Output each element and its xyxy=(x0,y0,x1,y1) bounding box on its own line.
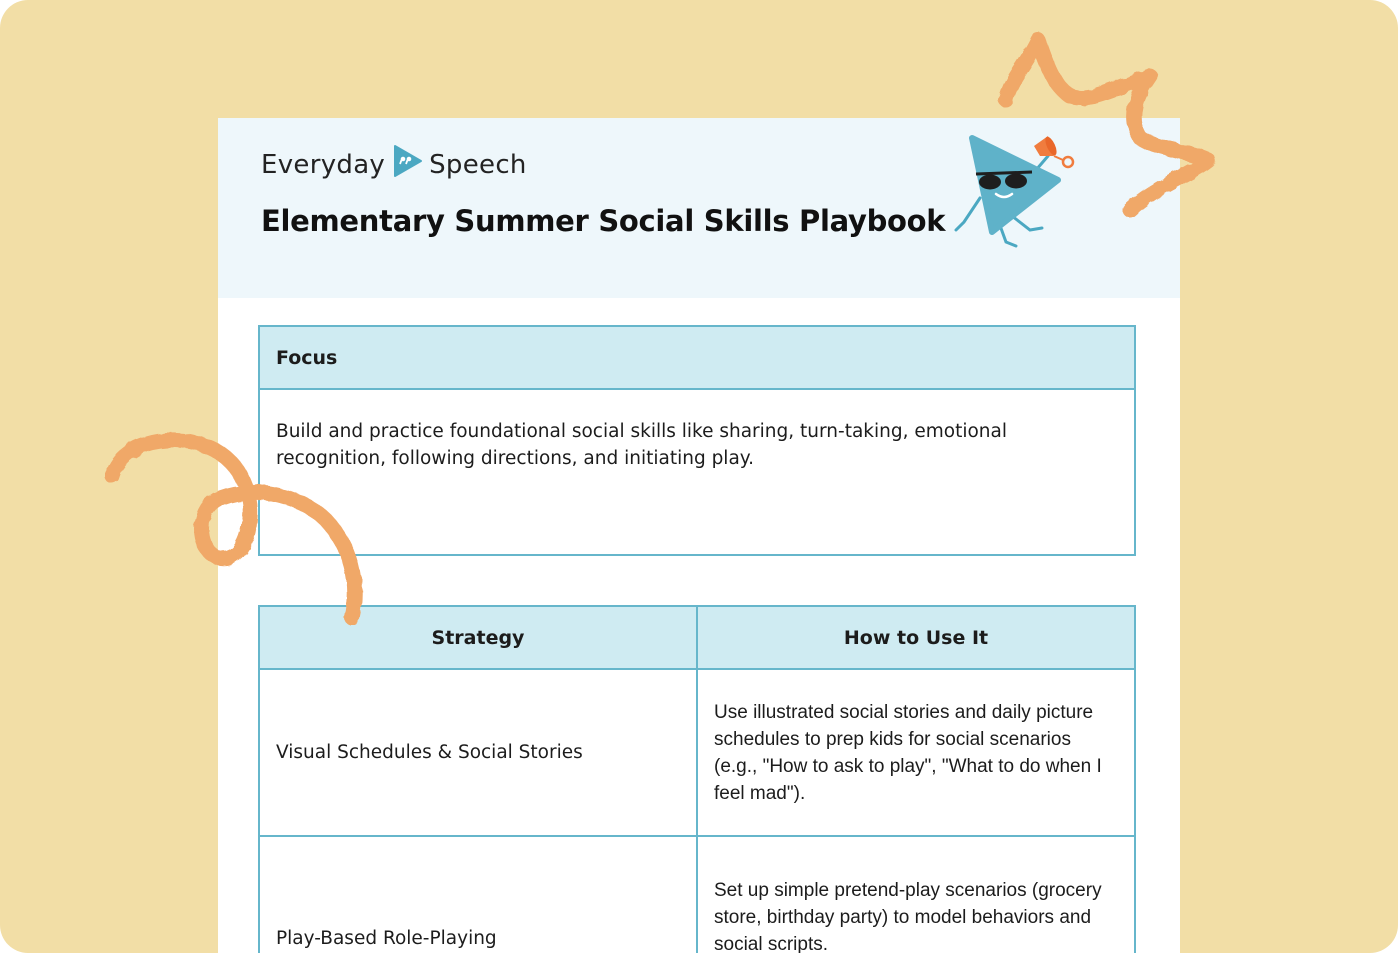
strategy-column-header: Strategy xyxy=(259,606,697,669)
triangle-mascot-sunglasses-icon xyxy=(950,126,1080,256)
how-to-use-column-header: How to Use It xyxy=(697,606,1135,669)
focus-text: Build and practice foundational social skills like sharing, turn-taking, emotional recognition, following directions, and initiating play. xyxy=(259,389,1135,555)
brand-name-right: Speech xyxy=(429,149,527,180)
play-quote-icon xyxy=(393,144,423,185)
table-row xyxy=(259,669,1135,836)
document-page xyxy=(218,118,1180,953)
focus-table xyxy=(258,325,1136,556)
document-title: Elementary Summer Social Skills Playbook xyxy=(261,204,946,238)
how-to-use-cell: Set up simple pretend-play scenarios (grocery store, birthday party) to model behaviors and social scripts. xyxy=(697,836,1135,953)
table-row xyxy=(259,836,1135,953)
strategy-cell: Visual Schedules & Social Stories xyxy=(259,669,697,836)
strategy-table xyxy=(258,605,1136,953)
document-header xyxy=(218,118,1180,298)
strategy-cell: Play-Based Role-Playing xyxy=(259,836,697,953)
brand-logo xyxy=(261,144,527,185)
focus-header: Focus xyxy=(259,326,1135,389)
brand-name-left: Everyday xyxy=(261,149,386,180)
how-to-use-cell: Use illustrated social stories and daily picture schedules to prep kids for social scenarios (e.g., "How to ask to play", "What to do when I feel mad"). xyxy=(697,669,1135,836)
